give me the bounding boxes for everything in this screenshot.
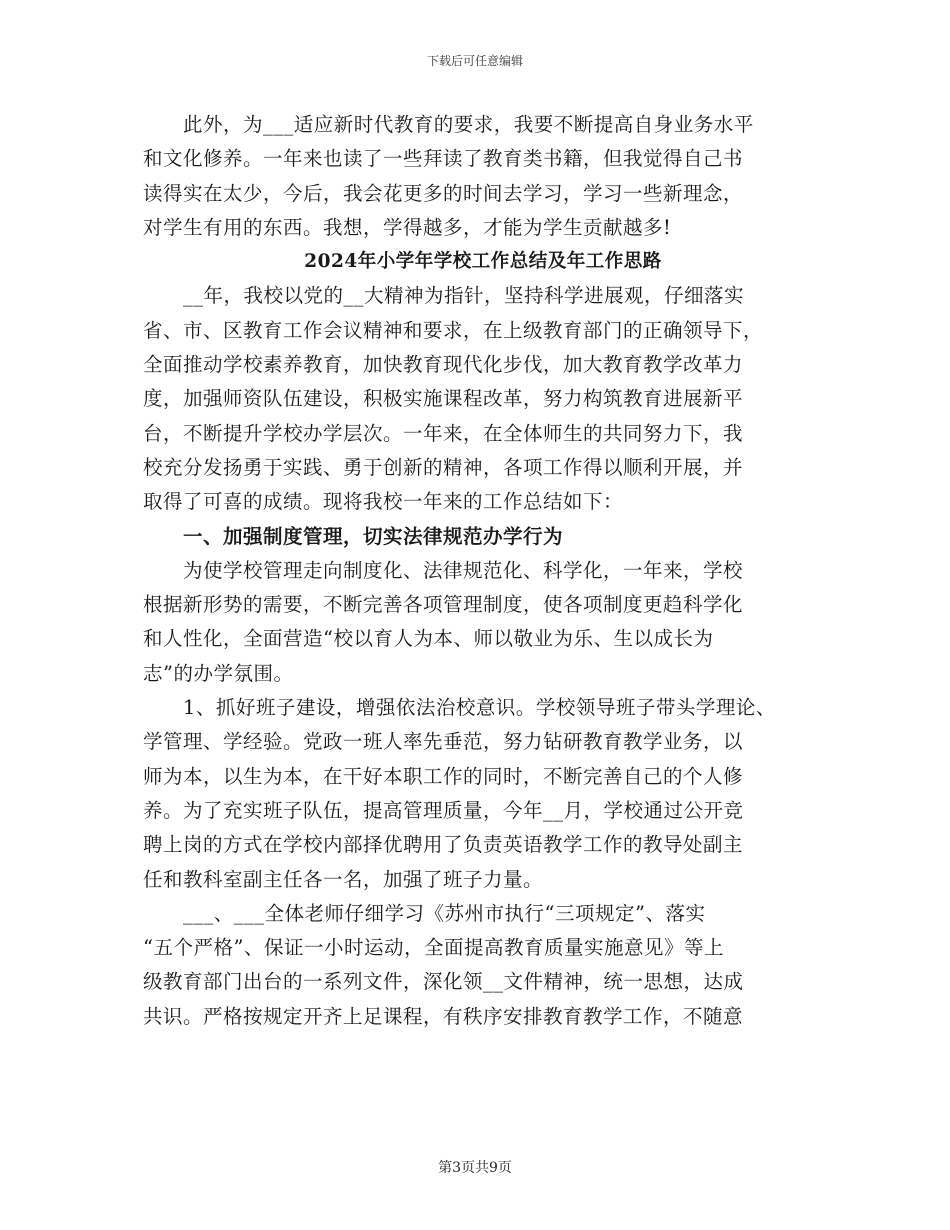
text-line: 台，不断提升学校办学层次。一年来，在全体师生的共同努力下，我 [143,421,744,445]
text-line: 聘上岗的方式在学校内部择优聘用了负责英语教学工作的教导处副主 [143,833,744,857]
text-line: 1、抓好班子建设，增强依法治校意识。学校领导班子带头学理论、 [143,696,776,720]
page-header: 下载后可任意编辑 [426,54,523,68]
page-footer: 第3页共9页 [438,1160,512,1176]
text-line: 根据新形势的需要，不断完善各项管理制度，使各项制度更趋科学化 [143,593,744,617]
text-line: 此外，为___适应新时代教育的要求，我要不断提高自身业务水平 [143,113,754,136]
text-line: 任和教科室副主任各一名，加强了班子力量。 [143,867,544,891]
text-line: “五个严格”、保证一小时运动，全面提高教育质量实施意见》等上 [143,936,724,960]
text-line: 学管理、学经验。党政一班人率先垂范，努力钻研教育教学业务，以 [143,730,744,754]
text-line: 读得实在太少，今后，我会花更多的时间去学习，学习一些新理念， [143,181,744,205]
text-line: 为使学校管理走向制度化、法律规范化、科学化，一年来，学校 [143,558,744,582]
text-line: 校充分发扬勇于实践、勇于创新的精神，各项工作得以顺利开展，并 [143,455,744,479]
text-line: 省、市、区教育工作会议精神和要求，在上级教育部门的正确领导下， [143,318,764,342]
text-line: 共识。严格按规定开齐上足课程，有秩序安排教育教学工作，不随意 [143,1004,744,1028]
text-line: 志”的办学氛围。 [143,661,294,685]
document-body [143,108,823,1034]
text-line: 取得了可喜的成绩。现将我校一年来的工作总结如下： [143,490,624,514]
text-line: ___、___全体老师仔细学习《苏州市执行“三项规定”、落实 [143,901,706,925]
document-title: 2024年小学年学校工作总结及年工作思路 [304,251,662,273]
text-line: 师为本，以生为本，在干好本职工作的同时，不断完善自己的个人修 [143,764,744,788]
text-line: 对学生有用的东西。我想，学得越多，才能为学生贡献越多! [143,215,672,239]
text-line: 和人性化，全面营造“校以育人为本、师以敬业为乐、生以成长为 [143,627,714,651]
text-line: __年，我校以党的__大精神为指针，坚持科学进展观，仔细落实 [143,284,745,308]
text-line: 养。为了充实班子队伍，提高管理质量，今年__月，学校通过公开竞 [143,798,744,822]
text-line: 和文化修养。一年来也读了一些拜读了教育类书籍，但我觉得自己书 [143,147,744,171]
section-heading: 一、加强制度管理，切实法律规范办学行为 [143,524,564,548]
text-line: 度，加强师资队伍建设，积极实施课程改革，努力构筑教育进展新平 [143,387,744,411]
text-line: 级教育部门出台的一系列文件，深化领__文件精神，统一思想，达成 [143,970,744,994]
text-line: 全面推动学校素养教育，加快教育现代化步伐，加大教育教学改革力 [143,353,744,377]
